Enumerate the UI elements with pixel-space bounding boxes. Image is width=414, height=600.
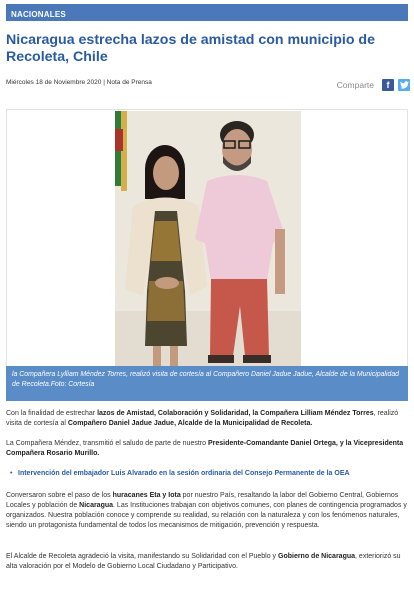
paragraph-2 xyxy=(6,439,408,459)
p4-text-c: , exteriorizó su alta valoración por el Modelo de Gobierno Local Ciudadano y Participativo. xyxy=(6,553,401,570)
facebook-icon[interactable]: f xyxy=(382,79,394,91)
p3-text-e: . Las Instituciones trabajan con objetivos comunes, con planes de contingencia programados y organizados. Nuestra población conoce y comprende su realidad, su relación con la naturaleza y con los fenómenos naturales, siendo un protagonista fundamental de todos los mecanismos de mitigación, prevención y respuesta. xyxy=(6,502,407,529)
caption-text: la Compañera Lylliam Méndez Torres, realizó visita de cortesía al Compañero Daniel Jadue Jadue, Alcalde de la Municipalidad de Recoleta.Foto: Cortesía xyxy=(12,371,399,388)
related-article-link[interactable]: Intervención del embajador Luis Alvarado en la sesión ordinaria del Consejo Permanente de la OEA xyxy=(18,470,350,477)
p2-text-a: La Compañera Méndez, transmitió el saludo de parte de nuestro xyxy=(6,440,208,447)
article-photo xyxy=(115,111,301,368)
section-header xyxy=(6,4,408,21)
article-photo-frame xyxy=(6,109,408,367)
section-label: NACIONALES xyxy=(11,10,66,19)
bullet-icon: • xyxy=(10,470,13,477)
p3-bold-b: huracanes Eta y Iota xyxy=(112,492,181,499)
twitter-bird-icon xyxy=(400,81,409,89)
share-bar xyxy=(337,79,410,91)
p4-text-a: El Alcalde de Recoleta agradeció la visita, manifestando su Solidaridad con el Pueblo y xyxy=(6,553,278,560)
paragraph-4 xyxy=(6,552,408,572)
photo-caption xyxy=(6,366,408,401)
twitter-icon[interactable] xyxy=(398,79,410,91)
paragraph-3 xyxy=(6,491,408,531)
related-link-item xyxy=(10,469,408,479)
p1-text-c: , realizó visita de cortesía al xyxy=(6,410,399,427)
p4-bold-b: Gobierno de Nicaragua xyxy=(278,553,356,560)
p3-bold-d: Nicaragua xyxy=(79,502,114,509)
paragraph-1 xyxy=(6,409,408,429)
share-label: Comparte xyxy=(336,80,374,90)
p2-bold-b: Presidente-Comandante Daniel Ortega, y la Vicepresidenta Compañera Rosario Murillo. xyxy=(6,440,404,457)
p3-text-c: por nuestro País, resaltando la labor del Gobierno Central, Gobiernos Locales y población de xyxy=(6,492,399,509)
article-title: Nicaragua estrecha lazos de amistad con municipio de Recoleta, Chile xyxy=(6,32,375,65)
p3-text-a: Conversaron sobre el paso de los xyxy=(6,492,113,499)
p1-text-a: Con la finalidad de estrechar xyxy=(6,410,98,417)
article-meta: Miércoles 18 de Noviembre 2020 | Nota de Prensa xyxy=(6,79,152,86)
photo-illustration xyxy=(115,111,301,368)
p1-bold-d: Compañero Daniel Jadue Jadue, Alcalde de la Municipalidad de Recoleta. xyxy=(67,420,313,427)
p1-bold-b: lazos de Amistad, Colaboración y Solidaridad, la Compañera Lilliam Méndez Torres xyxy=(97,410,374,417)
